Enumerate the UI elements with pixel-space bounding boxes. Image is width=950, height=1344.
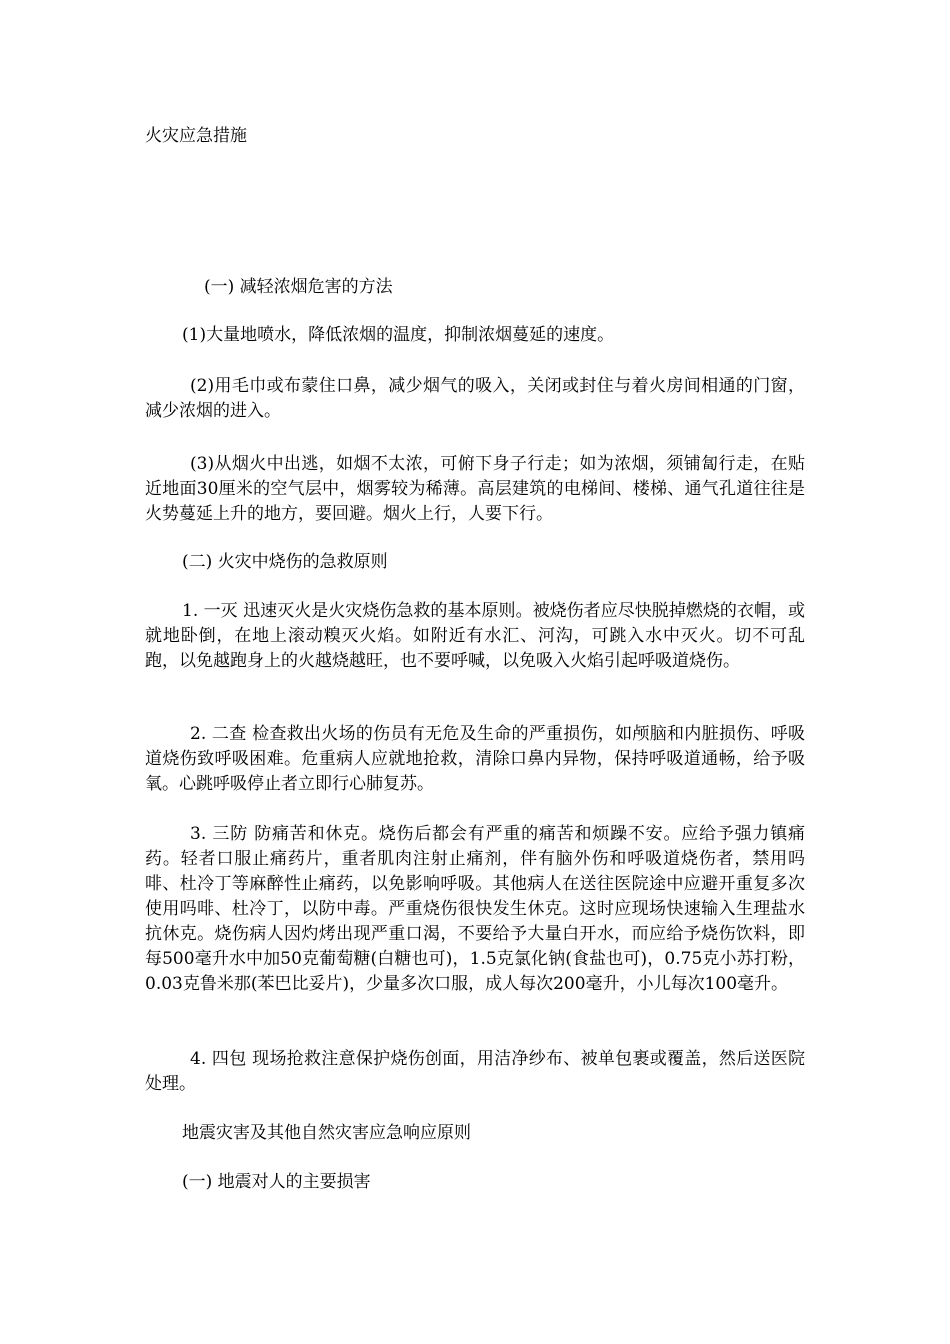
paragraph-bandage: 4. 四包 现场抢救注意保护烧伤创面，用洁净纱布、被单包裹或覆盖，然后送医院处理。 — [145, 1049, 805, 1094]
section-heading-earthquake: 地震灾害及其他自然灾害应急响应原则 — [182, 1123, 471, 1143]
section-heading-smoke: (一) 减轻浓烟危害的方法 — [204, 277, 393, 297]
paragraph-extinguish: 1. 一灭 迅速灭火是火灾烧伤急救的基本原则。被烧伤者应尽快脱掉燃烧的衣帽，或就地卧倒，在地上滚动糗灭火焰。如附近有水汇、河沟，可跳入水中灭火。切不可乱跑，以免越跑身上的火越烧越旺，也不要呼喊，以免吸入火焰引起呼吸道烧伤。 — [145, 601, 805, 671]
section-heading-burns: (二) 火灾中烧伤的急救原则 — [182, 552, 388, 572]
paragraph-cover-nose: (2)用毛巾或布蒙住口鼻，减少烟气的吸入，关闭或封住与着火房间相通的门窗，减少浓烟的进入。 — [145, 376, 805, 421]
document-title: 火灾应急措施 — [145, 126, 247, 146]
paragraph-escape: (3)从烟火中出逃，如烟不太浓，可俯下身子行走；如为浓烟，须铺匐行走，在贴近地面30厘米的空气层中，烟雾较为稀薄。高层建筑的电梯间、楼梯、通气孔道往往是火势蔓延上升的地方，要回避。烟火上行，人要下行。 — [145, 454, 805, 524]
paragraph-prevent-shock: 3. 三防 防痛苦和休克。烧伤后都会有严重的痛苦和烦躁不安。应给予强力镇痛药。轻者口服止痛药片，重者肌肉注射止痛剂，伴有脑外伤和呼吸道烧伤者，禁用吗啡、杜冷丁等麻醉性止痛药，以免影响呼吸。其他病人在送往医院途中应避开重复多次使用吗啡、杜冷丁，以防中毒。严重烧伤很快发生休克。这时应现场快速输入生理盐水抗休克。烧伤病人因灼烤出现严重口渴，不要给予大量白开水，而应给予烧伤饮料，即每500毫升水中加50克葡萄糖(白糖也可)，1.5克氯化钠(食盐也可)，0.75克小苏打粉，0.03克鲁米那(苯巴比妥片)，少量多次口服，成人每次200毫升，小儿每次100毫升。 — [145, 824, 805, 994]
paragraph-inspect: 2. 二查 检查救出火场的伤员有无危及生命的严重损伤，如颅脑和内脏损伤、呼吸道烧伤致呼吸困难。危重病人应就地抢救，清除口鼻内异物，保持呼吸道通畅，给予吸氧。心跳呼吸停止者立即行心肺复苏。 — [145, 724, 805, 794]
subsection-heading-earthquake-damage: (一) 地震对人的主要损害 — [182, 1172, 371, 1192]
paragraph-water-spray: (1)大量地喷水，降低浓烟的温度，抑制浓烟蔓延的速度。 — [182, 325, 615, 345]
